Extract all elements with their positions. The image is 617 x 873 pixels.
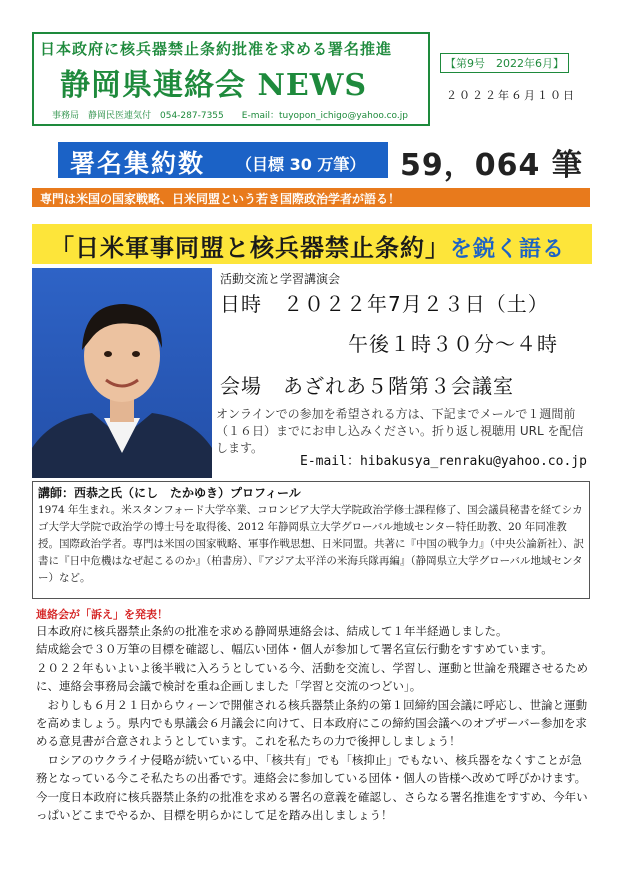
signature-count: 59，064 筆 (400, 148, 583, 183)
signature-label: 署名集約数 (70, 149, 206, 178)
contact-email[interactable]: E-mail：hibakusya_renraku@yahoo.co.jp (300, 454, 587, 469)
appeal-paragraph: ２０２２年もいよいよ後半戦に入ろうとしている今、活動を交流し、学習し、運動と世論を飛躍させるために、連絡会事務局会議で検討を重ね企画しました「学習と交流のつどい」。 (36, 660, 588, 694)
orange-banner-text: 専門は米国の国家戦略、日米同盟という若き国際政治学者が語る！ (40, 192, 401, 206)
appeal-paragraph: 今一度日本政府に核兵器禁止条約の批准を求める署名の意義を確認し、さらなる署名推進をすすめ、今年いっぱいどこまでやるか、目標を明らかにして足を踏み出しましょう！ (36, 789, 588, 823)
appeal-heading: 連絡会が「訴え」を発表！ (36, 608, 168, 621)
appeal-body (36, 622, 592, 824)
speaker-photo (32, 268, 212, 478)
header-title: 静岡県連絡会 NEWS (60, 68, 368, 103)
issue-number: 【第9号 2022年6月】 (440, 53, 569, 73)
yellow-banner-suffix: を鋭く語る (450, 237, 566, 262)
header-subtitle: 日本政府に核兵器禁止条約批准を求める署名推進 (40, 40, 393, 58)
signature-goal: （目標 30 万筆） (236, 155, 366, 174)
yellow-banner-text (50, 228, 565, 263)
profile-heading: 講師：西恭之氏（にし たかゆき）プロフィール (38, 486, 301, 500)
event-time: 午後１時３０分～４時 (348, 332, 558, 356)
issue-date: ２０２２年６月１０日 (446, 89, 576, 102)
speaker-portrait-icon (32, 268, 212, 478)
appeal-paragraph: ロシアのウクライナ侵略が続いている中、「核共有」でも「核抑止」でもない、核兵器をなくすことが急務となっている今こそ私たちの出番です。連絡会に参加している団体・個人の皆様へ改めて呼びかけます。 (36, 752, 587, 786)
appeal-paragraph: 結成総会で３０万筆の目標を確認し、幅広い団体・個人が参加して署名宣伝行動をすすめています。 (36, 642, 553, 657)
appeal-paragraph: おりしも６月２１日からウィーンで開催される核兵器禁止条約の第１回締約国会議に呼応し、世論と運動を高めましょう。県内でも県議会６月議会に向けて、日本政府にこの締約国会議へのオブザーバー参加を求める意見書が合意されようとしています。これを私たちの力で後押ししましょう！ (36, 697, 588, 749)
event-venue: 会場 あざれあ５階第３会議室 (220, 374, 514, 398)
event-date: 日時 ２０２２年7月２３日（土） (220, 292, 549, 316)
online-note: オンラインでの参加を希望される方は、下記までメールで１週間前（１６日）までにお申し込みください。折り返し視聴用 URL を配信します。 (216, 407, 584, 455)
event-label: 活動交流と学習講演会 (220, 272, 341, 286)
yellow-banner-main: 「日米軍事同盟と核兵器禁止条約」 (50, 234, 450, 262)
profile-body: 1974 年生まれ。米スタンフォード大学卒業、コロンビア大学大学院政治学修士課程修了、国会議員秘書を経てシカゴ大学大学院で政治学の博士号を取得後、2012 年静岡県立大学グローバル地域センター特任助教、20 年同准教授。国際政治学者。専門は米国の国家戦略、軍事作戦思想、日米同盟。共著に『中国の戦争力』（中央公論新社）、訳書に『日中危機はなぜ起こるのか』（柏書房）、『アジア太平洋の米海兵隊再編』（静岡県立大学グローバル地域センター）など。 (38, 504, 584, 584)
appeal-paragraph: 日本政府に核兵器禁止条約の批准を求める静岡県連絡会は、結成して１年半経過しました。 (36, 624, 508, 638)
header-office: 事務局 静岡民医連気付 054-287-7355 E-mail：tuyopon_ichigo@yahoo.co.jp (52, 111, 408, 121)
